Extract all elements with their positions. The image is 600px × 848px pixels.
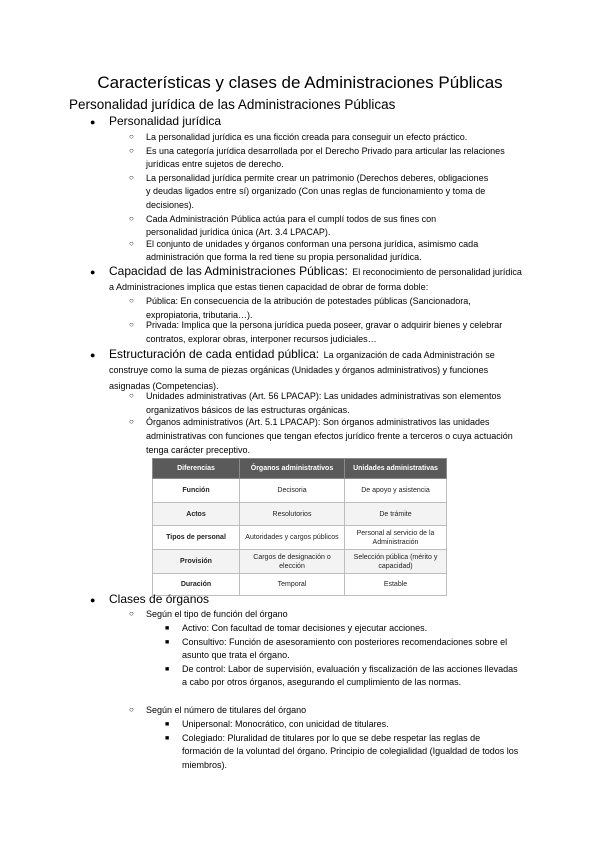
circle-bullet-icon: ○	[129, 214, 134, 223]
table-cell: Decisoria	[240, 479, 345, 503]
list-item: El conjunto de unidades y órganos conforman una persona jurídica, asimismo cada administración que forma la red tiene su propia personalidad jurídica.	[146, 239, 479, 263]
table-cell: Resolutorios	[240, 503, 345, 526]
list-item: Activo: Con facultad de tomar decisiones y ejecutar acciones.	[182, 623, 428, 633]
table-row	[153, 550, 447, 574]
list-item: De control: Labor de supervisión, evaluación y fiscalización de las acciones llevadas a cabo por otros órganos, asegurando el cumplimiento de las normas.	[182, 664, 518, 688]
heading-personalidad: Personalidad jurídica	[109, 114, 222, 128]
circle-bullet-icon: ○	[129, 391, 134, 400]
bullet-icon: ●	[90, 267, 96, 277]
heading-clases: Clases de órganos	[109, 592, 210, 606]
bullet-icon: ●	[90, 117, 96, 127]
table-header: Unidades administrativas	[345, 459, 447, 479]
circle-bullet-icon: ○	[129, 705, 134, 714]
table-header-row	[153, 459, 447, 479]
circle-bullet-icon: ○	[129, 239, 134, 248]
list-item: Pública: En consecuencia de la atribución de potestades públicas (Sancionadora, expropiatoria, tributaria…).	[146, 296, 471, 321]
table-cell: De apoyo y asistencia	[345, 479, 447, 503]
table-header: Órganos administrativos	[240, 459, 345, 479]
list-item: La personalidad jurídica es una ficción creada para conseguir un efecto práctico.	[146, 132, 468, 142]
square-bullet-icon: ■	[165, 721, 170, 728]
paragraph-estructuracion	[109, 347, 529, 393]
table-header: Diferencias	[153, 459, 240, 479]
circle-bullet-icon: ○	[129, 609, 134, 618]
table-cell: Cargos de designación o elección	[240, 550, 345, 574]
group-label: Según el número de titulares del órgano	[146, 705, 307, 715]
list-item: Órganos administrativos (Art. 5.1 LPACAP): Son órganos administrativos las unidades administrativas con funciones que tengan efectos jurídico frente a terceros o cuya actuación tenga carácter preceptivo.	[146, 417, 513, 456]
list-item: Unidades administrativas (Art. 56 LPACAP): Las unidades administrativas son elementos organizativos básicos de las estructuras orgánicas.	[146, 391, 502, 416]
circle-bullet-icon: ○	[129, 132, 134, 141]
circle-bullet-icon: ○	[129, 320, 134, 329]
page-title: Características y clases de Administraciones Públicas	[97, 73, 503, 92]
section-subtitle: Personalidad jurídica de las Administraciones Públicas	[69, 97, 396, 112]
table-cell: Actos	[153, 503, 240, 526]
list-item: Unipersonal: Monocrático, con unicidad de titulares.	[182, 719, 389, 729]
table-cell: Duración	[153, 574, 240, 596]
paragraph-capacidad	[109, 264, 529, 295]
heading-estructuracion: Estructuración de cada entidad pública:	[109, 347, 320, 361]
table-row	[153, 526, 447, 550]
table-cell: Autoridades y cargos públicos	[240, 526, 345, 550]
list-item: Es una categoría jurídica desarrollada por el Derecho Privado para articular las relaciones jurídicas entre sujetos de derecho.	[146, 146, 505, 170]
square-bullet-icon: ■	[165, 735, 170, 742]
table-cell: Selección pública (mérito y capacidad)	[345, 550, 447, 574]
list-item: Privada: Implica que la persona jurídica pueda poseer, gravar o adquirir bienes y celebrar contratos, explorar obras, interponer recursos judiciales…	[146, 320, 503, 345]
table-cell: Temporal	[240, 574, 345, 596]
circle-bullet-icon: ○	[129, 296, 134, 305]
differences-table	[152, 458, 447, 596]
square-bullet-icon: ■	[165, 639, 170, 646]
list-item: Colegiado: Pluralidad de titulares por lo que se debe respetar las reglas de formación de la voluntad del órgano. Principio de colegialidad (Igualdad de todos los miembros).	[182, 733, 519, 770]
heading-capacidad: Capacidad de las Administraciones Públicas:	[109, 264, 348, 278]
square-bullet-icon: ■	[165, 666, 170, 673]
intro-capacidad: El reconocimiento de personalidad jurídica a Administraciones implica que estas tienen capacidad de obrar de forma doble:	[109, 267, 522, 293]
bullet-icon: ●	[90, 350, 96, 360]
table-row	[153, 503, 447, 526]
table-cell: Provisión	[153, 550, 240, 574]
table-cell: Estable	[345, 574, 447, 596]
list-item: La personalidad jurídica permite crear un patrimonio (Derechos deberes, obligaciones y deudas ligados entre sí) organizado (Con unas reglas de funcionamiento y toma de decisiones).	[146, 173, 489, 210]
table-cell: Tipos de personal	[153, 526, 240, 550]
bullet-icon: ●	[90, 595, 96, 605]
intro-estructuracion: La organización de cada Administración se construye como la suma de piezas orgánicas (Unidades y órganos administrativos) y funciones asignadas (Competencias).	[109, 350, 495, 391]
circle-bullet-icon: ○	[129, 146, 134, 155]
list-item: Cada Administración Pública actúa para el cumplí todos de sus fines con personalidad jurídica única (Art. 3.4 LPACAP).	[146, 214, 437, 238]
table-cell: Función	[153, 479, 240, 503]
group-label: Según el tipo de función del órgano	[146, 609, 288, 619]
list-item: Consultivo: Función de asesoramiento con posteriores recomendaciones sobre el asunto que trata el órgano.	[182, 637, 508, 661]
table-cell: De trámite	[345, 503, 447, 526]
table-row	[153, 479, 447, 503]
circle-bullet-icon: ○	[129, 173, 134, 182]
square-bullet-icon: ■	[165, 625, 170, 632]
circle-bullet-icon: ○	[129, 417, 134, 426]
table-cell: Personal al servicio de la Administración	[345, 526, 447, 550]
